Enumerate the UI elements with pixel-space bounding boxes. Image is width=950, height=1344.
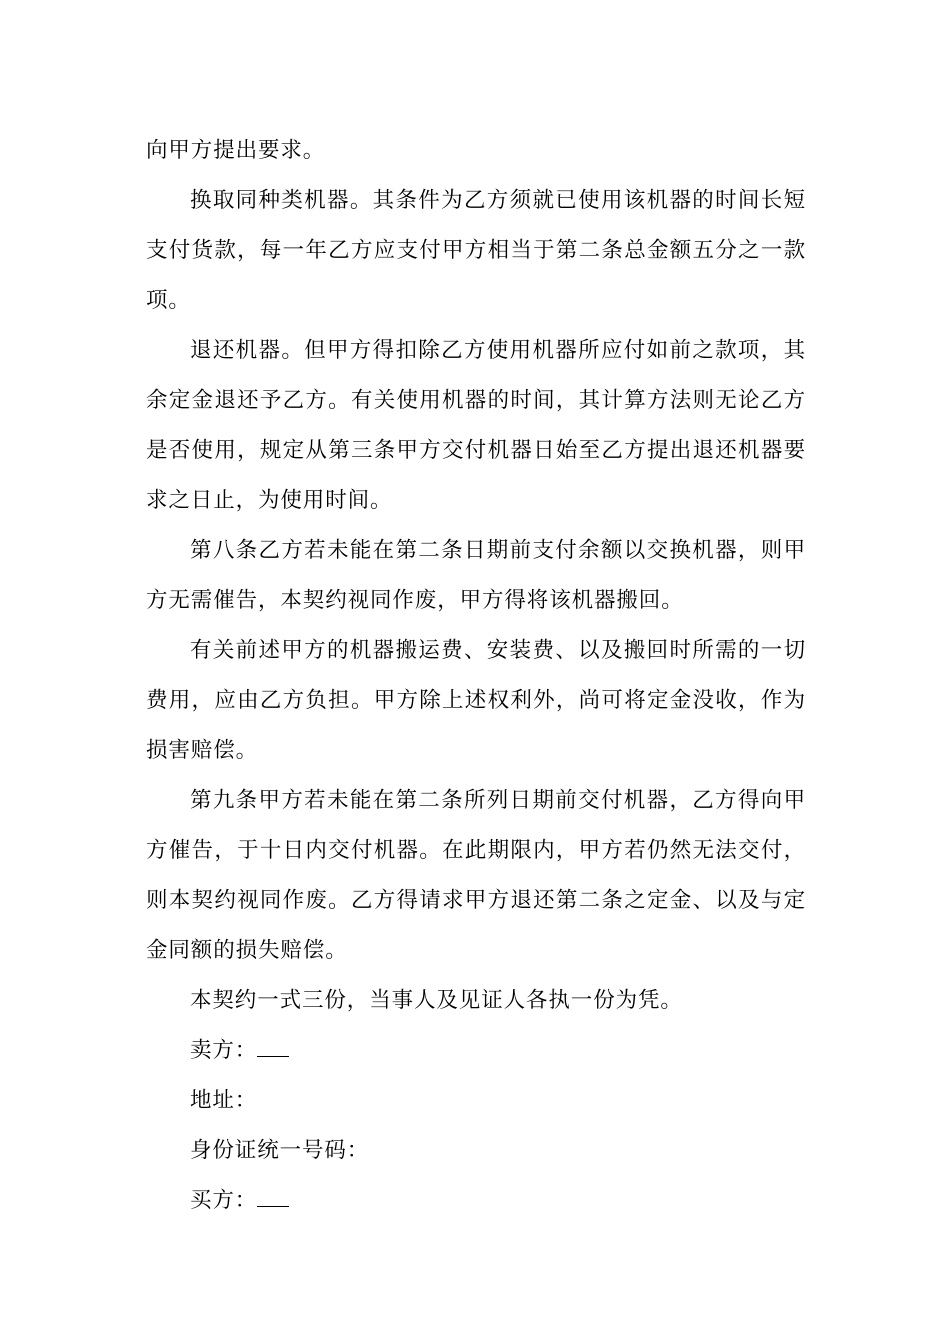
paragraph-continuation: 向甲方提出要求。 (146, 138, 326, 163)
seller-field (146, 1026, 806, 1076)
paragraph-return-machine: 退还机器。但甲方得扣除乙方使用机器所应付如前之款项，其余定金退还予乙方。有关使用机器的时间，其计算方法则无论乙方是否使用，规定从第三条甲方交付机器日始至乙方提出退还机器要求之日止，为使用时间。 (146, 338, 806, 513)
address-field (146, 1076, 806, 1126)
id-number-label: 身份证统一号码： (190, 1138, 370, 1163)
id-number-field (146, 1126, 806, 1176)
seller-label: 卖方： (190, 1038, 258, 1063)
contract-body (146, 126, 806, 1226)
paragraph-article-8: 第八条乙方若未能在第二条日期前支付余额以交换机器，则甲方无需催告，本契约视同作废，甲方得将该机器搬回。 (146, 538, 806, 613)
buyer-label: 买方： (190, 1188, 258, 1213)
buyer-field (146, 1176, 806, 1226)
seller-blank-line (257, 1055, 289, 1057)
address-label: 地址： (190, 1088, 258, 1113)
paragraph-copies: 本契约一式三份，当事人及见证人各执一份为凭。 (190, 988, 683, 1013)
paragraph-article-9: 第九条甲方若未能在第二条所列日期前交付机器，乙方得向甲方催告，于十日内交付机器。在此期限内，甲方若仍然无法交付，则本契约视同作废。乙方得请求甲方退还第二条之定金、以及与定金同额的损失赔偿。 (146, 788, 806, 963)
buyer-blank-line (257, 1205, 289, 1207)
paragraph-exchange-machine: 换取同种类机器。其条件为乙方须就已使用该机器的时间长短支付货款，每一年乙方应支付甲方相当于第二条总金额五分之一款项。 (146, 188, 806, 313)
paragraph-costs: 有关前述甲方的机器搬运费、安装费、以及搬回时所需的一切费用，应由乙方负担。甲方除上述权利外，尚可将定金没收，作为损害赔偿。 (146, 638, 806, 763)
